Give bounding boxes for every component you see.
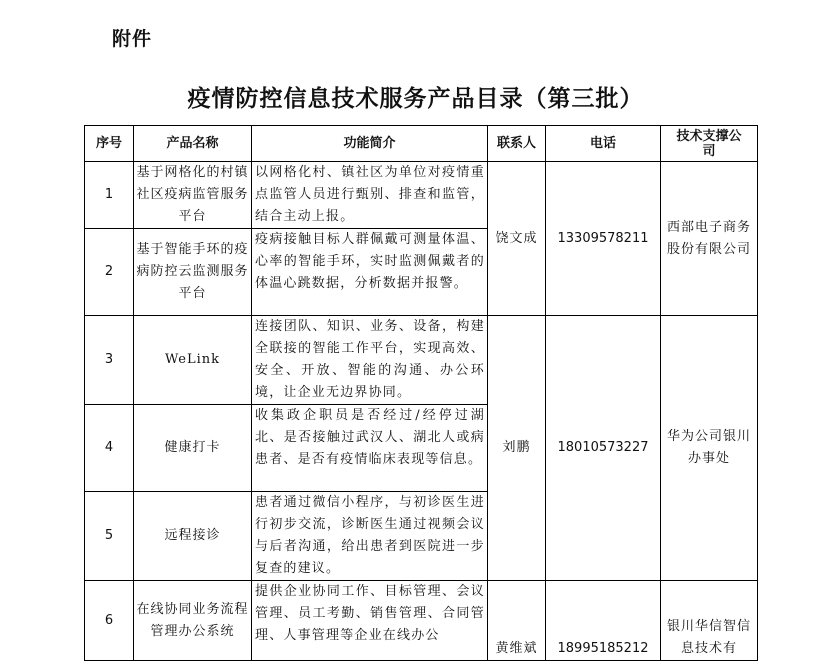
group-contact: 饶文成 [488, 162, 546, 316]
table-row [85, 581, 758, 661]
header-description: 功能简介 [252, 126, 488, 162]
row-description: 疫病接触目标人群佩戴可测量体温、心率的智能手环，实时监测佩戴者的体温心跳数据，分析数据并报警。 [252, 229, 488, 316]
row-description: 患者通过微信小程序，与初诊医生进行初步交流，诊断医生通过视频会议与后者沟通，给出患者到医院进一步复查的建议。 [252, 492, 488, 581]
row-index: 6 [85, 581, 134, 661]
row-product: WeLink [134, 316, 252, 405]
table-row [85, 162, 758, 229]
row-product: 基于网格化的村镇社区疫病监管服务平台 [134, 162, 252, 229]
row-index: 4 [85, 405, 134, 492]
group-phone: 18995185212 [546, 581, 661, 661]
group-company: 银川华信智信息技术有 [661, 581, 758, 661]
product-catalog-table [84, 125, 758, 661]
row-description: 连接团队、知识、业务、设备，构建全联接的智能工作平台，实现高效、安全、开放、智能的沟通、办公环境，让企业无边界协同。 [252, 316, 488, 405]
row-index: 2 [85, 229, 134, 316]
table-header-row [85, 126, 758, 162]
row-index: 1 [85, 162, 134, 229]
group-contact: 黄维斌 [488, 581, 546, 661]
row-product: 在线协同业务流程管理办公系统 [134, 581, 252, 661]
header-index: 序号 [85, 126, 134, 162]
header-product: 产品名称 [134, 126, 252, 162]
row-index: 5 [85, 492, 134, 581]
group-company: 西部电子商务股份有限公司 [661, 162, 758, 316]
row-product: 基于智能手环的疫病防控云监测服务平台 [134, 229, 252, 316]
group-phone: 18010573227 [546, 316, 661, 581]
row-index: 3 [85, 316, 134, 405]
group-contact: 刘鹏 [488, 316, 546, 581]
table-row [85, 316, 758, 405]
row-description: 收集政企职员是否经过/经停过湖北、是否接触过武汉人、湖北人或病患者、是否有疫情临床表现等信息。 [252, 405, 488, 492]
document-title: 疫情防控信息技术服务产品目录（第三批） [187, 85, 644, 112]
row-product: 远程接诊 [134, 492, 252, 581]
description-clip: 提供企业协同工作、目标管理、会议管理、员工考勤、销售管理、合同管理、人事管理等企业在线办公 [255, 584, 485, 643]
header-company: 技术支撑公司 [661, 126, 758, 162]
row-description [252, 581, 488, 661]
header-contact: 联系人 [488, 126, 546, 162]
row-description: 以网格化村、镇社区为单位对疫情重点监管人员进行甄别、排查和监管，结合主动上报。 [252, 162, 488, 229]
header-phone: 电话 [546, 126, 661, 162]
attachment-label: 附件 [112, 28, 153, 50]
group-company: 华为公司银川办事处 [661, 316, 758, 581]
group-phone: 13309578211 [546, 162, 661, 316]
row-product: 健康打卡 [134, 405, 252, 492]
